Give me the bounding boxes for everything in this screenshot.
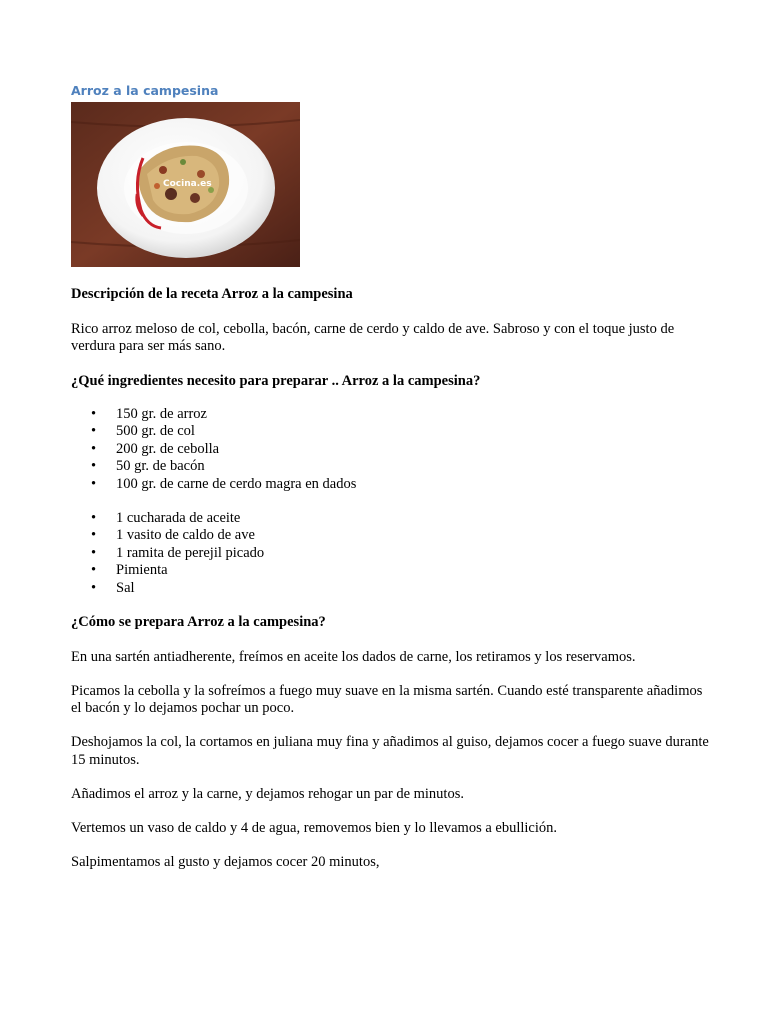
preparation-step: Picamos la cebolla y la sofreímos a fuego muy suave en la misma sartén. Cuando esté transparente añadimos el bacón y lo dejamos pochar un poco.: [71, 682, 703, 717]
ingredients-heading: ¿Qué ingredientes necesito para preparar .. Arroz a la campesina?: [71, 372, 481, 389]
recipe-title: Arroz a la campesina: [71, 83, 219, 98]
list-item: • 150 gr. de arroz: [71, 406, 711, 423]
list-item: • 1 ramita de perejil picado: [71, 545, 711, 562]
recipe-photo: [71, 102, 300, 267]
preparation-step: En una sartén antiadherente, freímos en aceite los dados de carne, los retiramos y los reservamos.: [71, 648, 636, 665]
list-item: • 500 gr. de col: [71, 423, 711, 440]
preparation-step: Vertemos un vaso de caldo y 4 de agua, removemos bien y lo llevamos a ebullición.: [71, 819, 558, 836]
list-item: • Sal: [71, 580, 711, 597]
recipe-document: [71, 82, 711, 871]
preparation-step: Deshojamos la col, la cortamos en juliana muy fina y añadimos al guiso, dejamos cocer a fuego suave durante 15 minutos.: [71, 734, 709, 768]
description-text: Rico arroz meloso de col, cebolla, bacón, carne de cerdo y caldo de ave. Sabroso y con el toque justo de verdura para ser más sano.: [71, 320, 675, 354]
ingredients-list-2: [71, 510, 711, 597]
preparation-step: Salpimentamos al gusto y dejamos cocer 20 minutos,: [71, 853, 380, 870]
ingredients-list-1: [71, 406, 711, 493]
photo-watermark: Cocina.es: [163, 179, 212, 189]
list-item: • 1 cucharada de aceite: [71, 510, 711, 527]
preparation-heading: ¿Cómo se prepara Arroz a la campesina?: [71, 614, 326, 631]
list-item: • Pimienta: [71, 562, 711, 579]
list-item: • 50 gr. de bacón: [71, 458, 711, 475]
list-item: • 200 gr. de cebolla: [71, 441, 711, 458]
preparation-step: Añadimos el arroz y la carne, y dejamos rehogar un par de minutos.: [71, 785, 464, 802]
list-item: • 100 gr. de carne de cerdo magra en dados: [71, 476, 711, 493]
description-heading: Descripción de la receta Arroz a la campesina: [71, 286, 353, 302]
list-item: • 1 vasito de caldo de ave: [71, 527, 711, 544]
